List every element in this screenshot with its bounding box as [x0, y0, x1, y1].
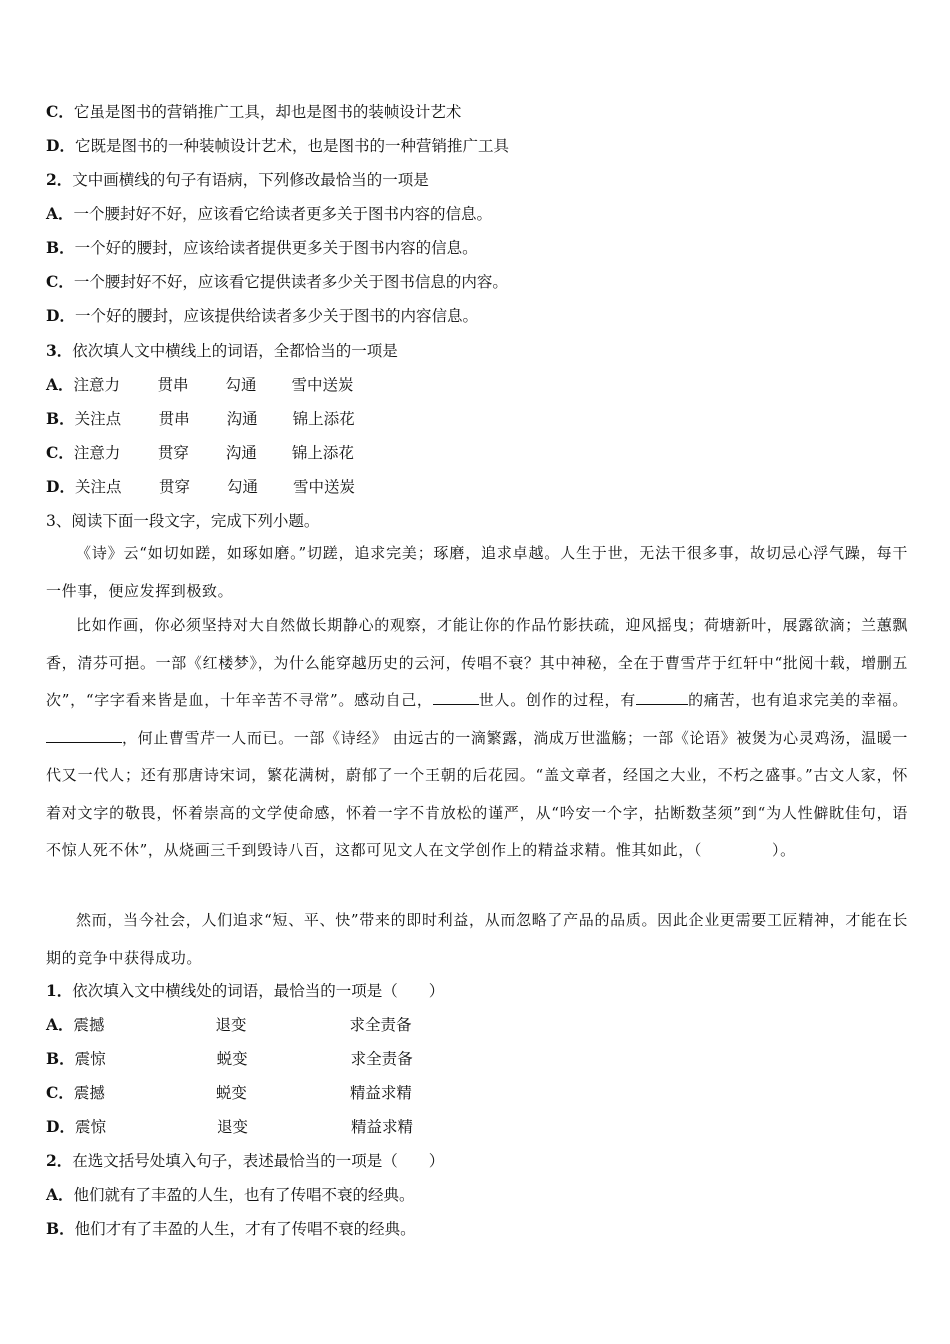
passage-paragraph-2 — [46, 607, 908, 870]
option-word: 贯穿 — [158, 478, 190, 496]
option-c-line — [46, 272, 910, 292]
option-label: B． — [46, 238, 75, 257]
question-text: 依次填入文中横线处的词语，最恰当的一项是（ ） — [72, 982, 445, 1000]
option-word: 退变 — [216, 1118, 248, 1136]
fill-blank-3[interactable] — [46, 728, 122, 743]
passage-text: 的痛苦，也有追求完美的幸福。 — [687, 691, 908, 709]
question-number: 2． — [46, 1151, 73, 1170]
question-text: 依次填人文中横线上的词语，全都恰当的一项是 — [72, 342, 398, 360]
question-2-stem — [46, 170, 910, 190]
q3-option-c — [46, 443, 910, 463]
option-word: 雪中送炭 — [291, 376, 354, 394]
option-label: B． — [46, 409, 75, 428]
option-word: 震撼 — [73, 1084, 105, 1102]
option-text: 一个好的腰封，应该给读者提供更多关于图书内容的信息。 — [74, 239, 478, 257]
q1-option-c — [46, 1083, 910, 1103]
question-3-stem — [46, 341, 910, 361]
option-d-line — [46, 306, 910, 326]
option-text: 一个腰封好不好，应该看它提供读者多少关于图书信息的内容。 — [73, 273, 508, 291]
q2-option-b — [46, 1219, 910, 1239]
passage-text: ）。 — [771, 841, 796, 859]
question-text: 在选文括号处填入句子，表述最恰当的一项是（ ） — [72, 1152, 445, 1170]
option-word: 沟通 — [225, 444, 257, 462]
option-text: 一个腰封好不好，应该看它给读者更多关于图书内容的信息。 — [73, 205, 493, 223]
option-label: D． — [46, 136, 75, 155]
option-word: 注意力 — [73, 444, 121, 462]
option-label: C． — [46, 272, 74, 291]
option-word: 求全责备 — [349, 1016, 412, 1034]
option-a-line — [46, 204, 910, 224]
passage-text: 世人。创作的过程，有 — [478, 691, 636, 709]
option-label: B． — [46, 1049, 75, 1068]
option-text: 他们才有了丰盈的人生，才有了传唱不衰的经典。 — [74, 1220, 416, 1238]
option-word: 贯串 — [157, 376, 189, 394]
question-text: 文中画横线的句子有语病，下列修改最恰当的一项是 — [72, 171, 429, 189]
question-number: 2． — [46, 170, 73, 189]
q3-option-a — [46, 375, 910, 395]
option-word: 震惊 — [74, 1050, 106, 1068]
q1-option-b — [46, 1049, 910, 1069]
option-c-line — [46, 102, 910, 122]
q3-option-b — [46, 409, 910, 429]
fill-blank-2[interactable] — [636, 690, 688, 705]
option-word: 精益求精 — [349, 1084, 412, 1102]
option-b-line — [46, 238, 910, 258]
option-word: 蜕变 — [216, 1050, 248, 1068]
option-label: A． — [46, 1015, 74, 1034]
option-label: A． — [46, 204, 74, 223]
section-heading: 3、阅读下面一段文字，完成下列小题。 — [46, 512, 320, 530]
passage-text: ，何止曹雪芹一人而已。一部《诗经》 由远古的一滴繁露，淌成万世滥觞；一部《论语》被煲为心灵鸡汤，温暖一代又一代人；还有那唐诗宋词，繁花满树，蔚郁了一个王朝的后花园。“盖文章者，经国之大业，不朽之盛事。”古文人家，怀着对文字的敬畏，怀着崇高的文学使命感，怀着一字不肯放松的谨严，从“吟安一个字，拈断数茎须”到“为人性僻眈佳句，语不惊人死不休”，从烧画三千到毁诗八百，这都可见文人在文学创作上的精益求精。惟其如此，（ — [46, 728, 908, 859]
option-label: D． — [46, 477, 75, 496]
question-1-stem — [46, 981, 910, 1001]
option-label: D． — [46, 306, 75, 325]
question-2b-stem — [46, 1151, 910, 1171]
option-word: 退变 — [215, 1016, 247, 1034]
option-d-line — [46, 136, 910, 156]
option-label: A． — [46, 1185, 74, 1204]
option-word: 锦上添花 — [291, 444, 354, 462]
option-word: 蜕变 — [215, 1084, 247, 1102]
q2-option-a — [46, 1185, 910, 1205]
option-word: 勾通 — [225, 376, 257, 394]
question-number: 3． — [46, 341, 73, 360]
option-label: C． — [46, 1083, 74, 1102]
option-label: C． — [46, 102, 74, 121]
option-word: 雪中送炭 — [292, 478, 355, 496]
option-label: B． — [46, 1219, 75, 1238]
option-word: 注意力 — [73, 376, 121, 394]
passage-paragraph-3: 然而，当今社会，人们追求“短、平、快”带来的即时利益，从而忽略了产品的品质。因此企业更需要工匠精神，才能在长期的竞争中获得成功。 — [46, 911, 908, 967]
option-text: 他们就有了丰盈的人生，也有了传唱不衰的经典。 — [73, 1186, 415, 1204]
option-word: 贯串 — [158, 410, 190, 428]
option-word: 关注点 — [74, 478, 122, 496]
option-label: A． — [46, 375, 74, 394]
option-text: 一个好的腰封，应该提供给读者多少关于图书的内容信息。 — [74, 307, 478, 325]
option-word: 关注点 — [74, 410, 122, 428]
q1-option-d — [46, 1117, 910, 1137]
option-word: 求全责备 — [350, 1050, 413, 1068]
option-label: D． — [46, 1117, 75, 1136]
fill-blank-1[interactable] — [433, 690, 479, 705]
passage-text: 比如作画，你必须坚持对大自然做长期静心的观察，才能让你的作品竹影扶疏，迎风摇曳；荷塘新叶，展露欲滴；兰蕙飘香，清芬可挹。一部《红楼梦》，为什么能穿越历史的云河，传唱不衰？其中神秘，全在于曹雪芹于红轩中“批阅十载，增删五次”，“字字看来皆是血，十年辛苦不寻常”。感动自己， — [46, 616, 908, 709]
option-word: 震撼 — [73, 1016, 105, 1034]
option-word: 勾通 — [226, 478, 258, 496]
option-word: 震惊 — [74, 1118, 106, 1136]
option-word: 精益求精 — [350, 1118, 413, 1136]
option-text: 它既是图书的一种装帧设计艺术，也是图书的一种营销推广工具 — [74, 137, 509, 155]
question-number: 1． — [46, 981, 73, 1000]
q1-option-a — [46, 1015, 910, 1035]
option-word: 锦上添花 — [292, 410, 355, 428]
option-word: 贯穿 — [157, 444, 189, 462]
passage-paragraph-1: 《诗》云“如切如蹉，如琢如磨。”切蹉，追求完美；琢磨，追求卓越。人生于世，无法干很多事，故切忌心浮气躁，每干一件事，便应发挥到极致。 — [46, 544, 908, 600]
option-label: C． — [46, 443, 74, 462]
option-text: 它虽是图书的营销推广工具，却也是图书的装帧设计艺术 — [73, 103, 462, 121]
option-word: 沟通 — [226, 410, 258, 428]
q3-option-d — [46, 477, 910, 497]
